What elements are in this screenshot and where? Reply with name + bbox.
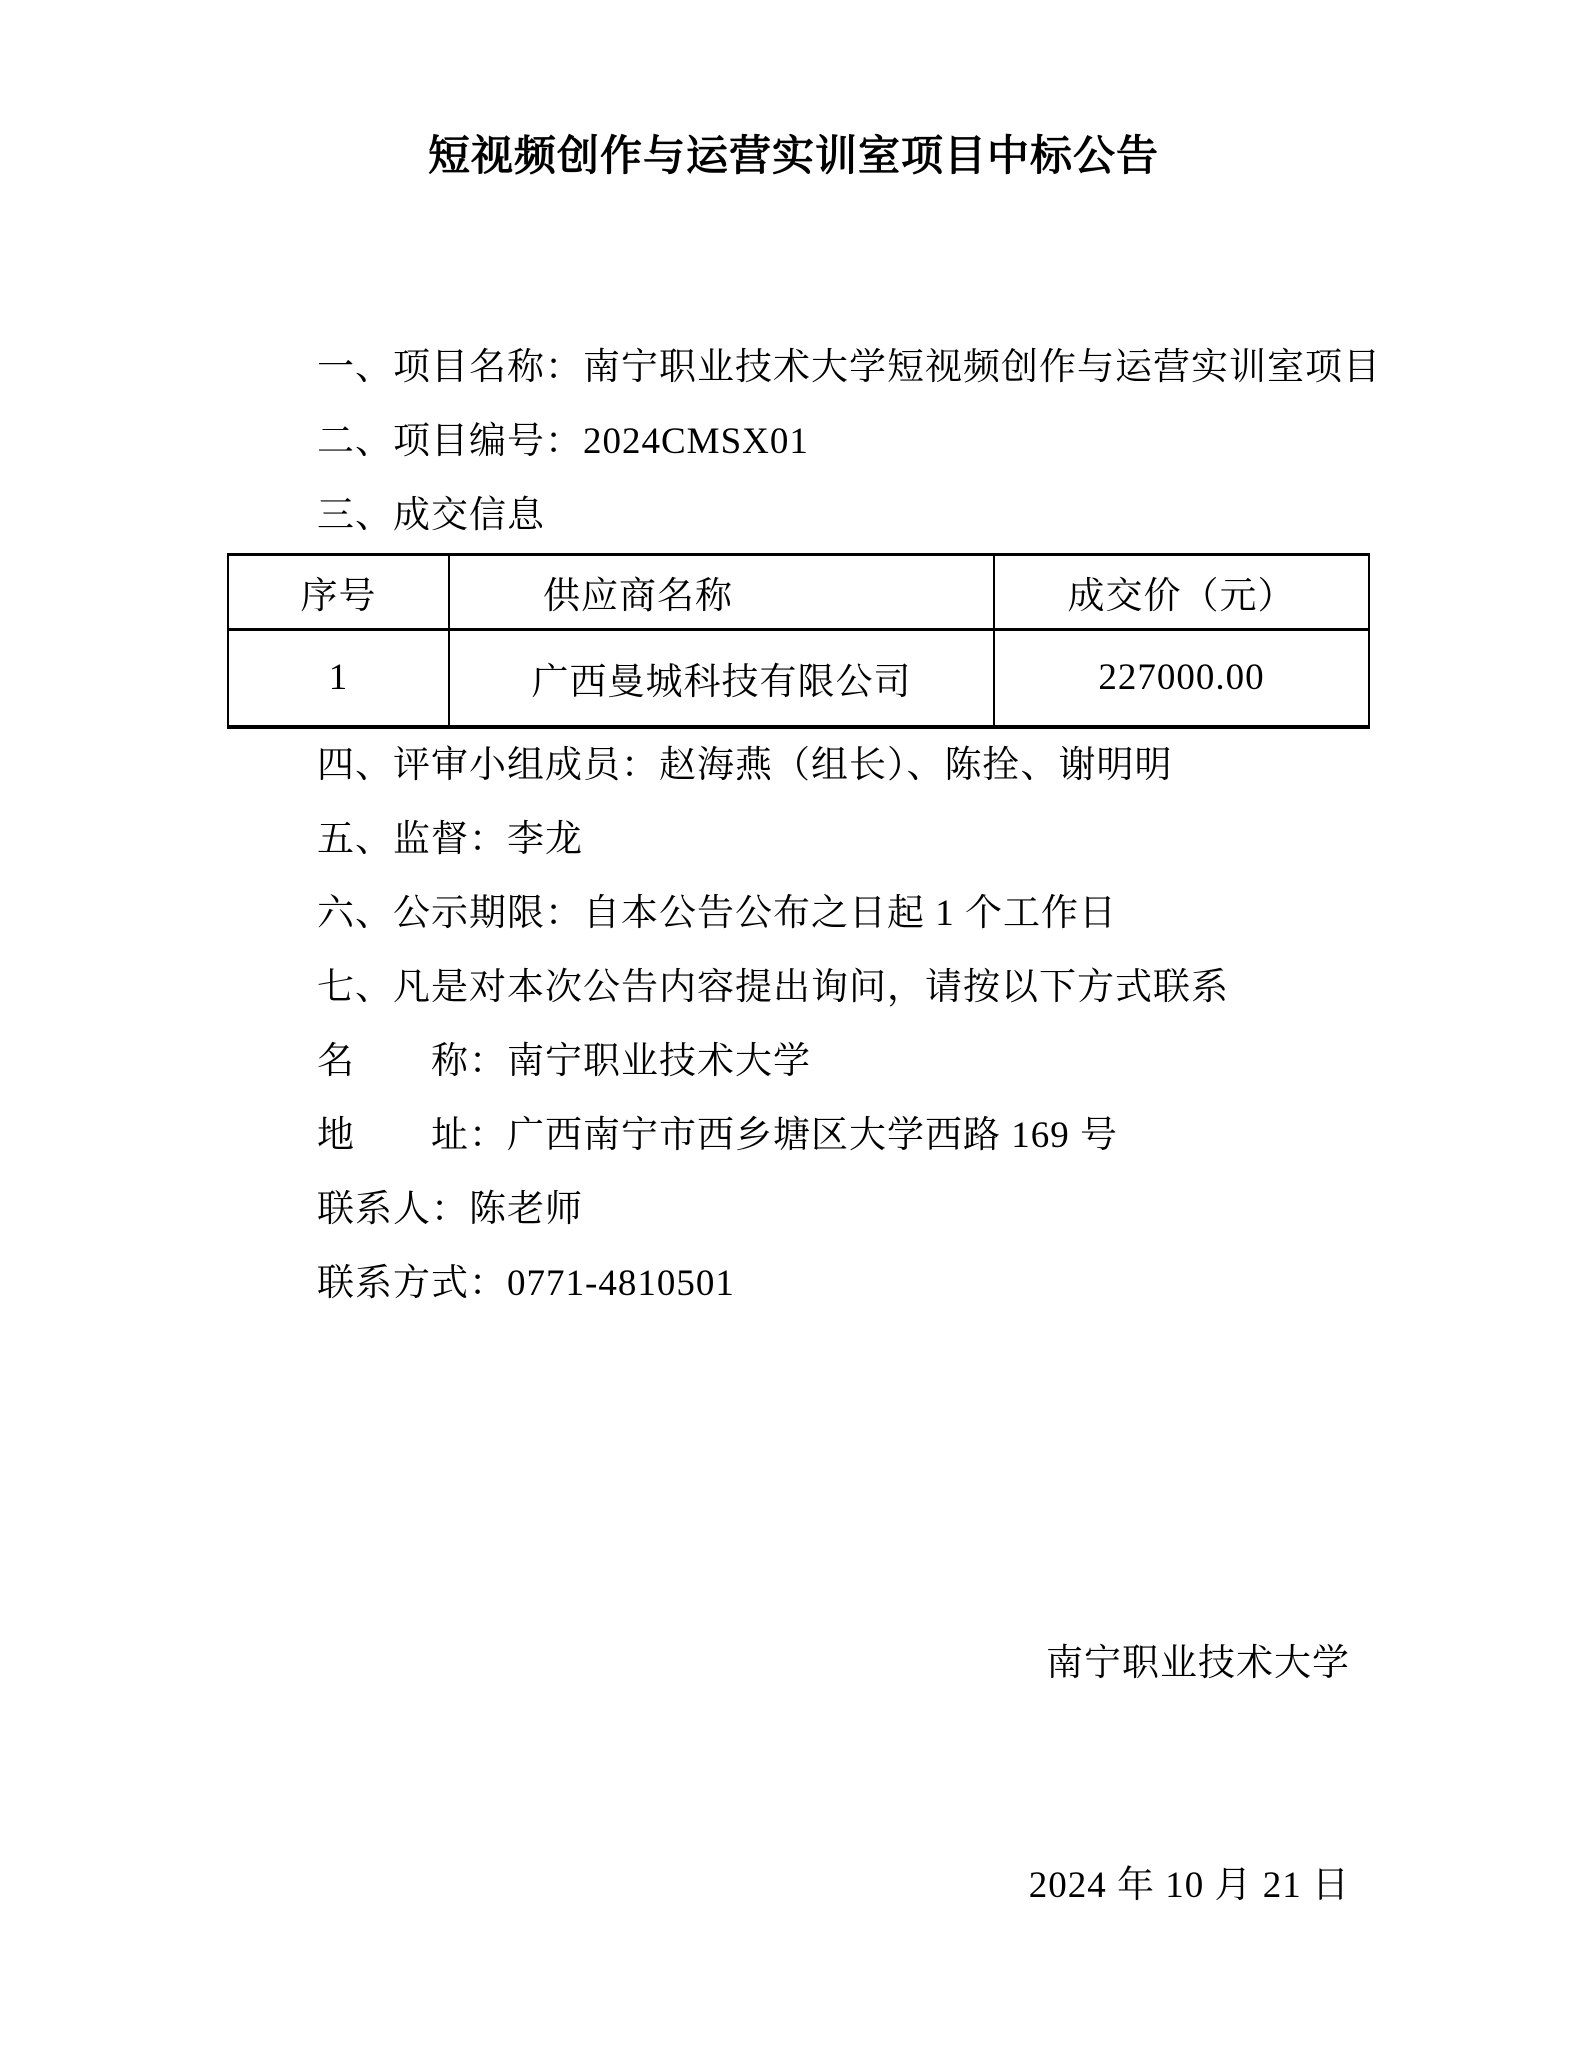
contact-person-line: 联系人：陈老师: [317, 1188, 583, 1230]
contact-method-line: 联系方式：0771-4810501: [317, 1262, 735, 1304]
deal-info-table: [227, 553, 1370, 729]
contact-name-line: 名 称：南宁职业技术大学: [317, 1040, 811, 1082]
signature-date: 2024 年 10 月 21 日: [1028, 1864, 1350, 1906]
page-title: 短视频创作与运营实训室项目中标公告: [427, 134, 1159, 180]
cell-serial-number: 1: [228, 630, 449, 727]
header-supplier-name: 供应商名称: [449, 555, 994, 630]
table-header-row: [228, 555, 1369, 630]
signature-organization: 南宁职业技术大学: [1046, 1642, 1350, 1684]
table-row: [228, 630, 1369, 727]
cell-deal-price: 227000.00: [994, 630, 1369, 727]
section-deal-info-heading: 三、成交信息: [317, 495, 545, 536]
cell-supplier-name: 广西曼城科技有限公司: [449, 630, 994, 727]
signature-block: [243, 1479, 1384, 2071]
section-supervisor: 五、监督：李龙: [317, 818, 583, 860]
document-body: [243, 331, 1384, 2071]
section-project-name: 一、项目名称：南宁职业技术大学短视频创作与运营实训室项目: [317, 347, 1381, 388]
contact-address-line: 地 址：广西南宁市西乡塘区大学西路 169 号: [317, 1114, 1118, 1156]
announcement-page: [0, 126, 1587, 1906]
section-project-number: 二、项目编号：2024CMSX01: [317, 421, 809, 462]
section-publicity-period: 六、公示期限：自本公告公布之日起 1 个工作日: [317, 892, 1117, 934]
header-deal-price: 成交价（元）: [994, 555, 1369, 630]
section-inquiry-notice: 七、凡是对本次公告内容提出询问，请按以下方式联系: [317, 966, 1229, 1008]
section-review-panel: 四、评审小组成员：赵海燕（组长）、陈拴、谢明明: [317, 744, 1173, 786]
header-serial-number: 序号: [228, 555, 449, 630]
